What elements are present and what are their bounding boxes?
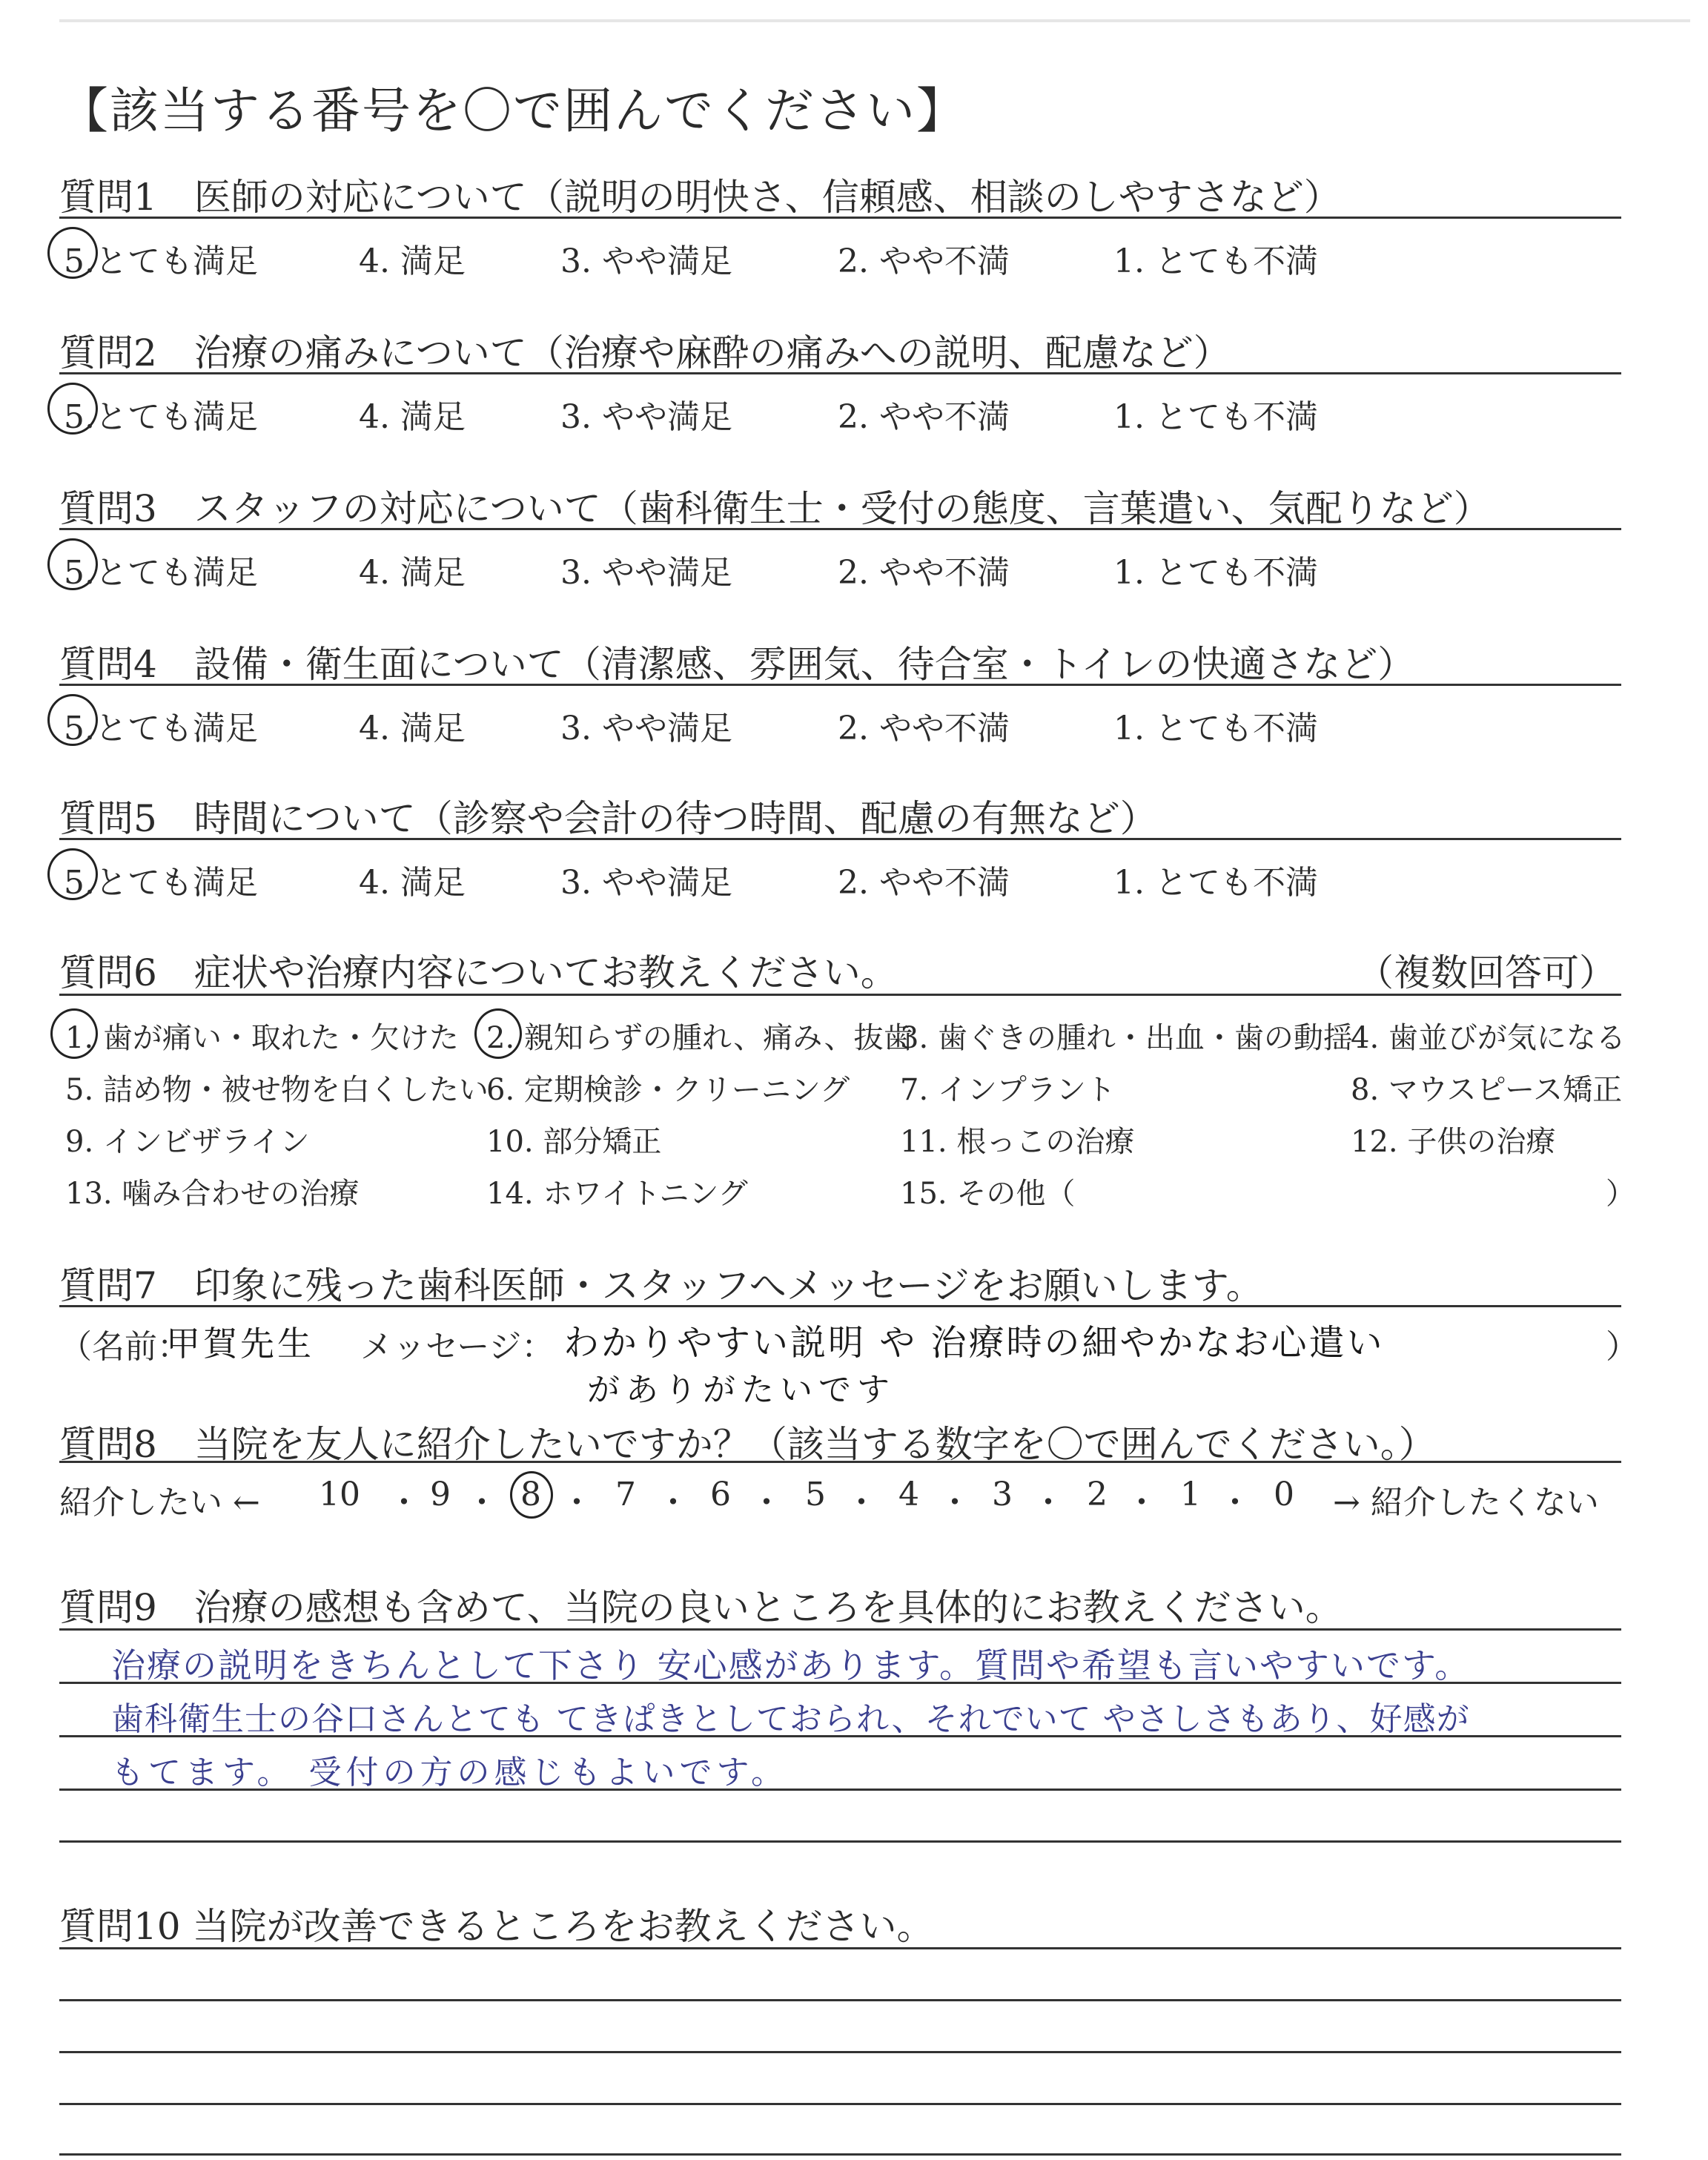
option-2[interactable]: 2. やや不満: [838, 710, 1010, 747]
symptom-item[interactable]: 13. 噛み合わせの治療: [65, 1177, 360, 1211]
option-4[interactable]: 4. 満足: [359, 864, 466, 902]
question-6-heading: 質問6 症状や治療内容についてお教えください。: [59, 951, 898, 994]
option-5[interactable]: 5.とても満足: [64, 398, 258, 436]
scale-0[interactable]: 0: [1274, 1476, 1294, 1513]
answer-rule: [59, 1999, 1621, 2001]
multiple-answers-note: （複数回答可）: [1357, 951, 1616, 994]
scale-6[interactable]: 6: [710, 1476, 731, 1513]
message-close-paren: ）: [1606, 1328, 1638, 1366]
answer-rule: [59, 2051, 1621, 2053]
scale-dot: ・: [939, 1484, 971, 1522]
question-10-heading: 質問10 当院が改善できるところをお教えください。: [59, 1905, 934, 1948]
symptom-item[interactable]: 15. その他（: [900, 1177, 1076, 1211]
scale-10[interactable]: 10: [319, 1476, 360, 1513]
option-1[interactable]: 1. とても不満: [1113, 710, 1318, 747]
scale-2[interactable]: 2: [1087, 1476, 1108, 1513]
question-10-rule: [59, 1947, 1621, 1949]
question-5-heading: 質問5 時間について（診察や会計の待つ時間、配慮の有無など）: [59, 797, 1157, 840]
symptom-item[interactable]: 9. インビザライン: [65, 1125, 310, 1159]
option-1[interactable]: 1. とても不満: [1113, 864, 1318, 902]
option-3[interactable]: 3. やや満足: [560, 398, 732, 436]
answer-rule: [59, 1789, 1621, 1791]
symptom-item[interactable]: 1. 歯が痛い・取れた・欠けた: [65, 1021, 459, 1055]
symptom-item[interactable]: 14. ホワイトニング: [486, 1177, 748, 1211]
question-7-heading: 質問7 印象に残った歯科医師・スタッフへメッセージをお願いします。: [59, 1264, 1263, 1307]
question-8-heading: 質問8 当院を友人に紹介したいですか？（該当する数字を〇で囲んでください。）: [59, 1423, 1436, 1466]
scale-dot: ・: [388, 1484, 420, 1522]
symptom-item[interactable]: 12. 子供の治療: [1351, 1125, 1556, 1159]
scale-dot: ・: [560, 1484, 593, 1522]
question-3-rule: [59, 528, 1621, 530]
scale-dot: ・: [750, 1484, 783, 1522]
question-2-rule: [59, 372, 1621, 374]
answer-rule: [59, 2153, 1621, 2156]
symptom-item[interactable]: 5. 詰め物・被せ物を白くしたい: [65, 1073, 489, 1107]
option-3[interactable]: 3. やや満足: [560, 710, 732, 747]
handwritten-answer-line-2: 歯科衛生士の谷口さんとても てきぱきとしておられ、それでいて やさしさもあり、好感が: [111, 1700, 1470, 1738]
scale-dot: ・: [1125, 1484, 1158, 1522]
handwritten-message-line-1: わかりやすい説明 や 治療時の細やかなお心遣い: [563, 1322, 1385, 1364]
top-border: [59, 19, 1690, 22]
question-4-rule: [59, 684, 1621, 686]
scale-3[interactable]: 3: [992, 1476, 1013, 1513]
name-label: （名前：: [59, 1328, 190, 1366]
question-9-rule: [59, 1628, 1621, 1631]
scale-right-label: → 紹介したくない: [1333, 1484, 1599, 1522]
option-2[interactable]: 2. やや不満: [838, 242, 1010, 280]
option-4[interactable]: 4. 満足: [359, 554, 466, 592]
option-2[interactable]: 2. やや不満: [838, 554, 1010, 592]
scale-dot: ・: [1219, 1484, 1251, 1522]
option-1[interactable]: 1. とても不満: [1113, 554, 1318, 592]
page-title: 【該当する番号を〇で囲んでください】: [59, 82, 967, 139]
option-4[interactable]: 4. 満足: [359, 710, 466, 747]
handwritten-answer-line-3: もてます。 受付の方の感じもよいです。: [111, 1754, 788, 1791]
question-2-heading: 質問2 治療の痛みについて（治療や麻酔の痛みへの説明、配慮など）: [59, 331, 1231, 374]
option-4[interactable]: 4. 満足: [359, 242, 466, 280]
scale-4[interactable]: 4: [898, 1476, 919, 1513]
scale-9[interactable]: 9: [430, 1476, 451, 1513]
question-5-rule: [59, 838, 1621, 840]
option-5[interactable]: 5.とても満足: [64, 554, 258, 592]
symptom-item[interactable]: 7. インプラント: [900, 1073, 1116, 1107]
question-9-heading: 質問9 治療の感想も含めて、当院の良いところを具体的にお教えください。: [59, 1586, 1343, 1629]
option-3[interactable]: 3. やや満足: [560, 554, 732, 592]
symptom-item[interactable]: 8. マウスピース矯正: [1351, 1073, 1623, 1107]
option-5[interactable]: 5.とても満足: [64, 710, 258, 747]
symptom-item[interactable]: 10. 部分矯正: [486, 1125, 662, 1159]
question-6-rule: [59, 994, 1621, 996]
option-5[interactable]: 5.とても満足: [64, 864, 258, 902]
answer-rule: [59, 1682, 1621, 1684]
question-1-rule: [59, 217, 1621, 219]
symptom-item[interactable]: 3. 歯ぐきの腫れ・出血・歯の動揺: [900, 1021, 1353, 1055]
answer-rule: [59, 1735, 1621, 1737]
option-2[interactable]: 2. やや不満: [838, 864, 1010, 902]
option-3[interactable]: 3. やや満足: [560, 242, 732, 280]
scale-dot: ・: [845, 1484, 878, 1522]
option-2[interactable]: 2. やや不満: [838, 398, 1010, 436]
option-5[interactable]: 5.とても満足: [64, 242, 258, 280]
handwritten-name: 甲賀先生: [166, 1324, 314, 1364]
scale-8[interactable]: 8: [520, 1476, 541, 1513]
symptom-item[interactable]: 4. 歯並びが気になる: [1351, 1021, 1626, 1055]
message-label: メッセージ：: [360, 1328, 555, 1366]
question-8-rule: [59, 1461, 1621, 1463]
option-3[interactable]: 3. やや満足: [560, 864, 732, 902]
scale-1[interactable]: 1: [1180, 1476, 1201, 1513]
option-4[interactable]: 4. 満足: [359, 398, 466, 436]
question-3-heading: 質問3 スタッフの対応について（歯科衛生士・受付の態度、言葉遣い、気配りなど）: [59, 487, 1491, 530]
option-1[interactable]: 1. とても不満: [1113, 398, 1318, 436]
option-1[interactable]: 1. とても不満: [1113, 242, 1318, 280]
handwritten-message-line-2: がありがたいです: [587, 1371, 896, 1409]
question-4-heading: 質問4 設備・衛生面について（清潔感、雰囲気、待合室・トイレの快適さなど）: [59, 643, 1415, 686]
scale-dot: ・: [1032, 1484, 1065, 1522]
symptom-item[interactable]: 11. 根っこの治療: [900, 1125, 1135, 1159]
symptom-item[interactable]: 2. 親知らずの腫れ、痛み、抜歯: [486, 1021, 913, 1055]
scale-7[interactable]: 7: [615, 1476, 636, 1513]
scale-dot: ・: [657, 1484, 689, 1522]
other-close-paren: ）: [1606, 1177, 1635, 1211]
scale-5[interactable]: 5: [805, 1476, 826, 1513]
answer-rule: [59, 1840, 1621, 1843]
question-7-rule: [59, 1305, 1621, 1307]
scale-left-label: 紹介したい ←: [59, 1484, 260, 1522]
answer-rule: [59, 2103, 1621, 2105]
scale-dot: ・: [466, 1484, 498, 1522]
question-1-heading: 質問1 医師の対応について（説明の明快さ、信頼感、相談のしやすさなど）: [59, 176, 1341, 219]
symptom-item[interactable]: 6. 定期検診・クリーニング: [486, 1073, 850, 1107]
handwritten-answer-line-1: 治療の説明をきちんとして下さり 安心感があります。質問や希望も言いやすいです。: [111, 1645, 1471, 1685]
